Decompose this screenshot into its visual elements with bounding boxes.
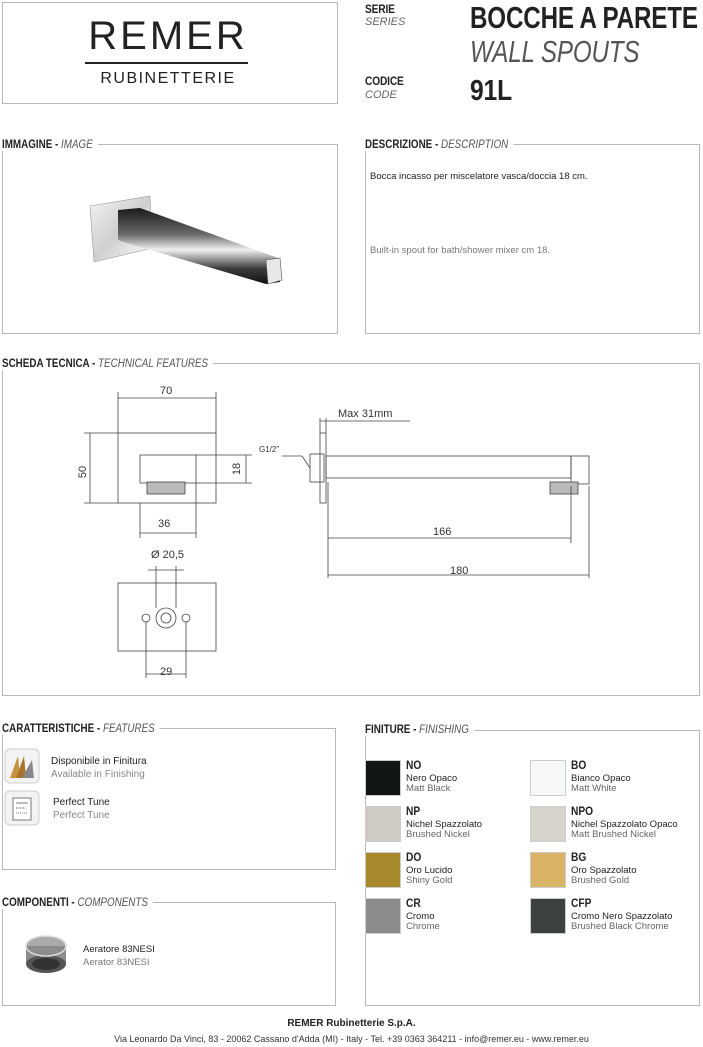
finish-code-no: NO xyxy=(406,758,422,772)
finish-name-it-do: Oro Lucido xyxy=(406,865,453,876)
series-title-en: WALL SPOUTS xyxy=(470,34,640,69)
swatch-cr xyxy=(365,898,401,934)
finish-name-it-bg: Oro Spazzolato xyxy=(571,865,637,876)
code-label: CODICE xyxy=(365,74,404,88)
swatch-do xyxy=(365,852,401,888)
finish-name-en-do: Shiny Gold xyxy=(406,875,453,886)
feature-finishing-it: Disponibile in Finitura xyxy=(51,756,147,767)
dim-29: 29 xyxy=(160,666,173,678)
swatch-bo xyxy=(530,760,566,796)
dim-70: 70 xyxy=(160,385,173,397)
dim-thread: G1/2" xyxy=(259,445,280,454)
finish-code-bg: BG xyxy=(571,850,587,864)
component-aerator-it: Aeratore 83NESI xyxy=(83,944,155,955)
series-label-en: SERIES xyxy=(365,16,406,28)
dim-max: Max 31mm xyxy=(338,408,393,420)
dim-180: 180 xyxy=(450,565,469,577)
swatch-cfp xyxy=(530,898,566,934)
dim-diameter: Ø 20,5 xyxy=(151,549,185,561)
finish-name-en-cr: Chrome xyxy=(406,921,440,932)
footer-company: REMER Rubinetterie S.p.A. xyxy=(287,1018,416,1029)
finish-code-np: NP xyxy=(406,804,421,818)
product-code: 91L xyxy=(470,75,512,107)
finishing-icon xyxy=(4,748,40,784)
finish-name-en-npo: Matt Brushed Nickel xyxy=(571,829,657,840)
product-photo xyxy=(80,188,290,288)
dim-18: 18 xyxy=(231,462,244,476)
series-label: SERIE xyxy=(365,2,395,16)
description-title: DESCRIZIONE - DESCRIPTION xyxy=(365,137,513,151)
technical-drawing xyxy=(60,378,620,688)
brand-logo-sub: RUBINETTERIE xyxy=(100,70,236,87)
finish-name-it-bo: Bianco Opaco xyxy=(571,773,631,784)
finish-name-it-npo: Nichel Spazzolato Opaco xyxy=(571,819,678,830)
dim-166: 166 xyxy=(433,526,452,538)
components-title: COMPONENTI - COMPONENTS xyxy=(2,895,153,909)
finish-code-npo: NPO xyxy=(571,804,594,818)
finish-name-en-cfp: Brushed Black Chrome xyxy=(571,921,669,932)
series-title: BOCCHE A PARETE xyxy=(470,0,698,35)
aerator-icon xyxy=(22,930,70,976)
finish-name-en-np: Brushed Nickel xyxy=(406,829,470,840)
features-title: CARATTERISTICHE - FEATURES xyxy=(2,721,160,735)
code-label-en: CODE xyxy=(365,89,397,101)
finish-name-en-bo: Matt White xyxy=(571,783,617,794)
finish-name-en-bg: Brushed Gold xyxy=(571,875,630,886)
perfect-tune-icon xyxy=(4,790,40,826)
finish-name-it-no: Nero Opaco xyxy=(406,773,458,784)
footer-address: Via Leonardo Da Vinci, 83 - 20062 Cassano d'Adda (MI) - Italy - Tel. +39 0363 364211 - info@remer.eu - www.remer.eu xyxy=(114,1034,589,1044)
finish-name-it-cfp: Cromo Nero Spazzolato xyxy=(571,911,673,922)
logo-divider xyxy=(85,62,248,64)
technical-title: SCHEDA TECNICA - TECHNICAL FEATURES xyxy=(2,356,213,370)
brand-logo-main: REMER xyxy=(88,14,248,58)
swatch-npo xyxy=(530,806,566,842)
finish-code-cfp: CFP xyxy=(571,896,592,910)
dim-50: 50 xyxy=(77,465,90,479)
finishing-title: FINITURE - FINISHING xyxy=(365,722,474,736)
swatch-bg xyxy=(530,852,566,888)
finish-name-it-cr: Cromo xyxy=(406,911,435,922)
finish-name-en-no: Matt Black xyxy=(406,783,451,794)
feature-perfect-tune-it: Perfect Tune xyxy=(53,797,110,808)
finish-code-cr: CR xyxy=(406,896,421,910)
swatch-np xyxy=(365,806,401,842)
description-text-it: Bocca incasso per miscelatore vasca/doccia 18 cm. xyxy=(370,171,588,182)
finish-code-bo: BO xyxy=(571,758,587,772)
dim-36: 36 xyxy=(158,518,171,530)
finish-name-it-np: Nichel Spazzolato xyxy=(406,819,483,830)
component-aerator-en: Aerator 83NESI xyxy=(83,957,150,968)
image-section-title: IMMAGINE - IMAGE xyxy=(2,137,98,151)
feature-perfect-tune-en: Perfect Tune xyxy=(53,810,110,821)
swatch-no xyxy=(365,760,401,796)
finish-code-do: DO xyxy=(406,850,422,864)
description-text-en: Built-in spout for bath/shower mixer cm 18. xyxy=(370,245,551,256)
feature-finishing-en: Available in Finishing xyxy=(51,769,145,780)
